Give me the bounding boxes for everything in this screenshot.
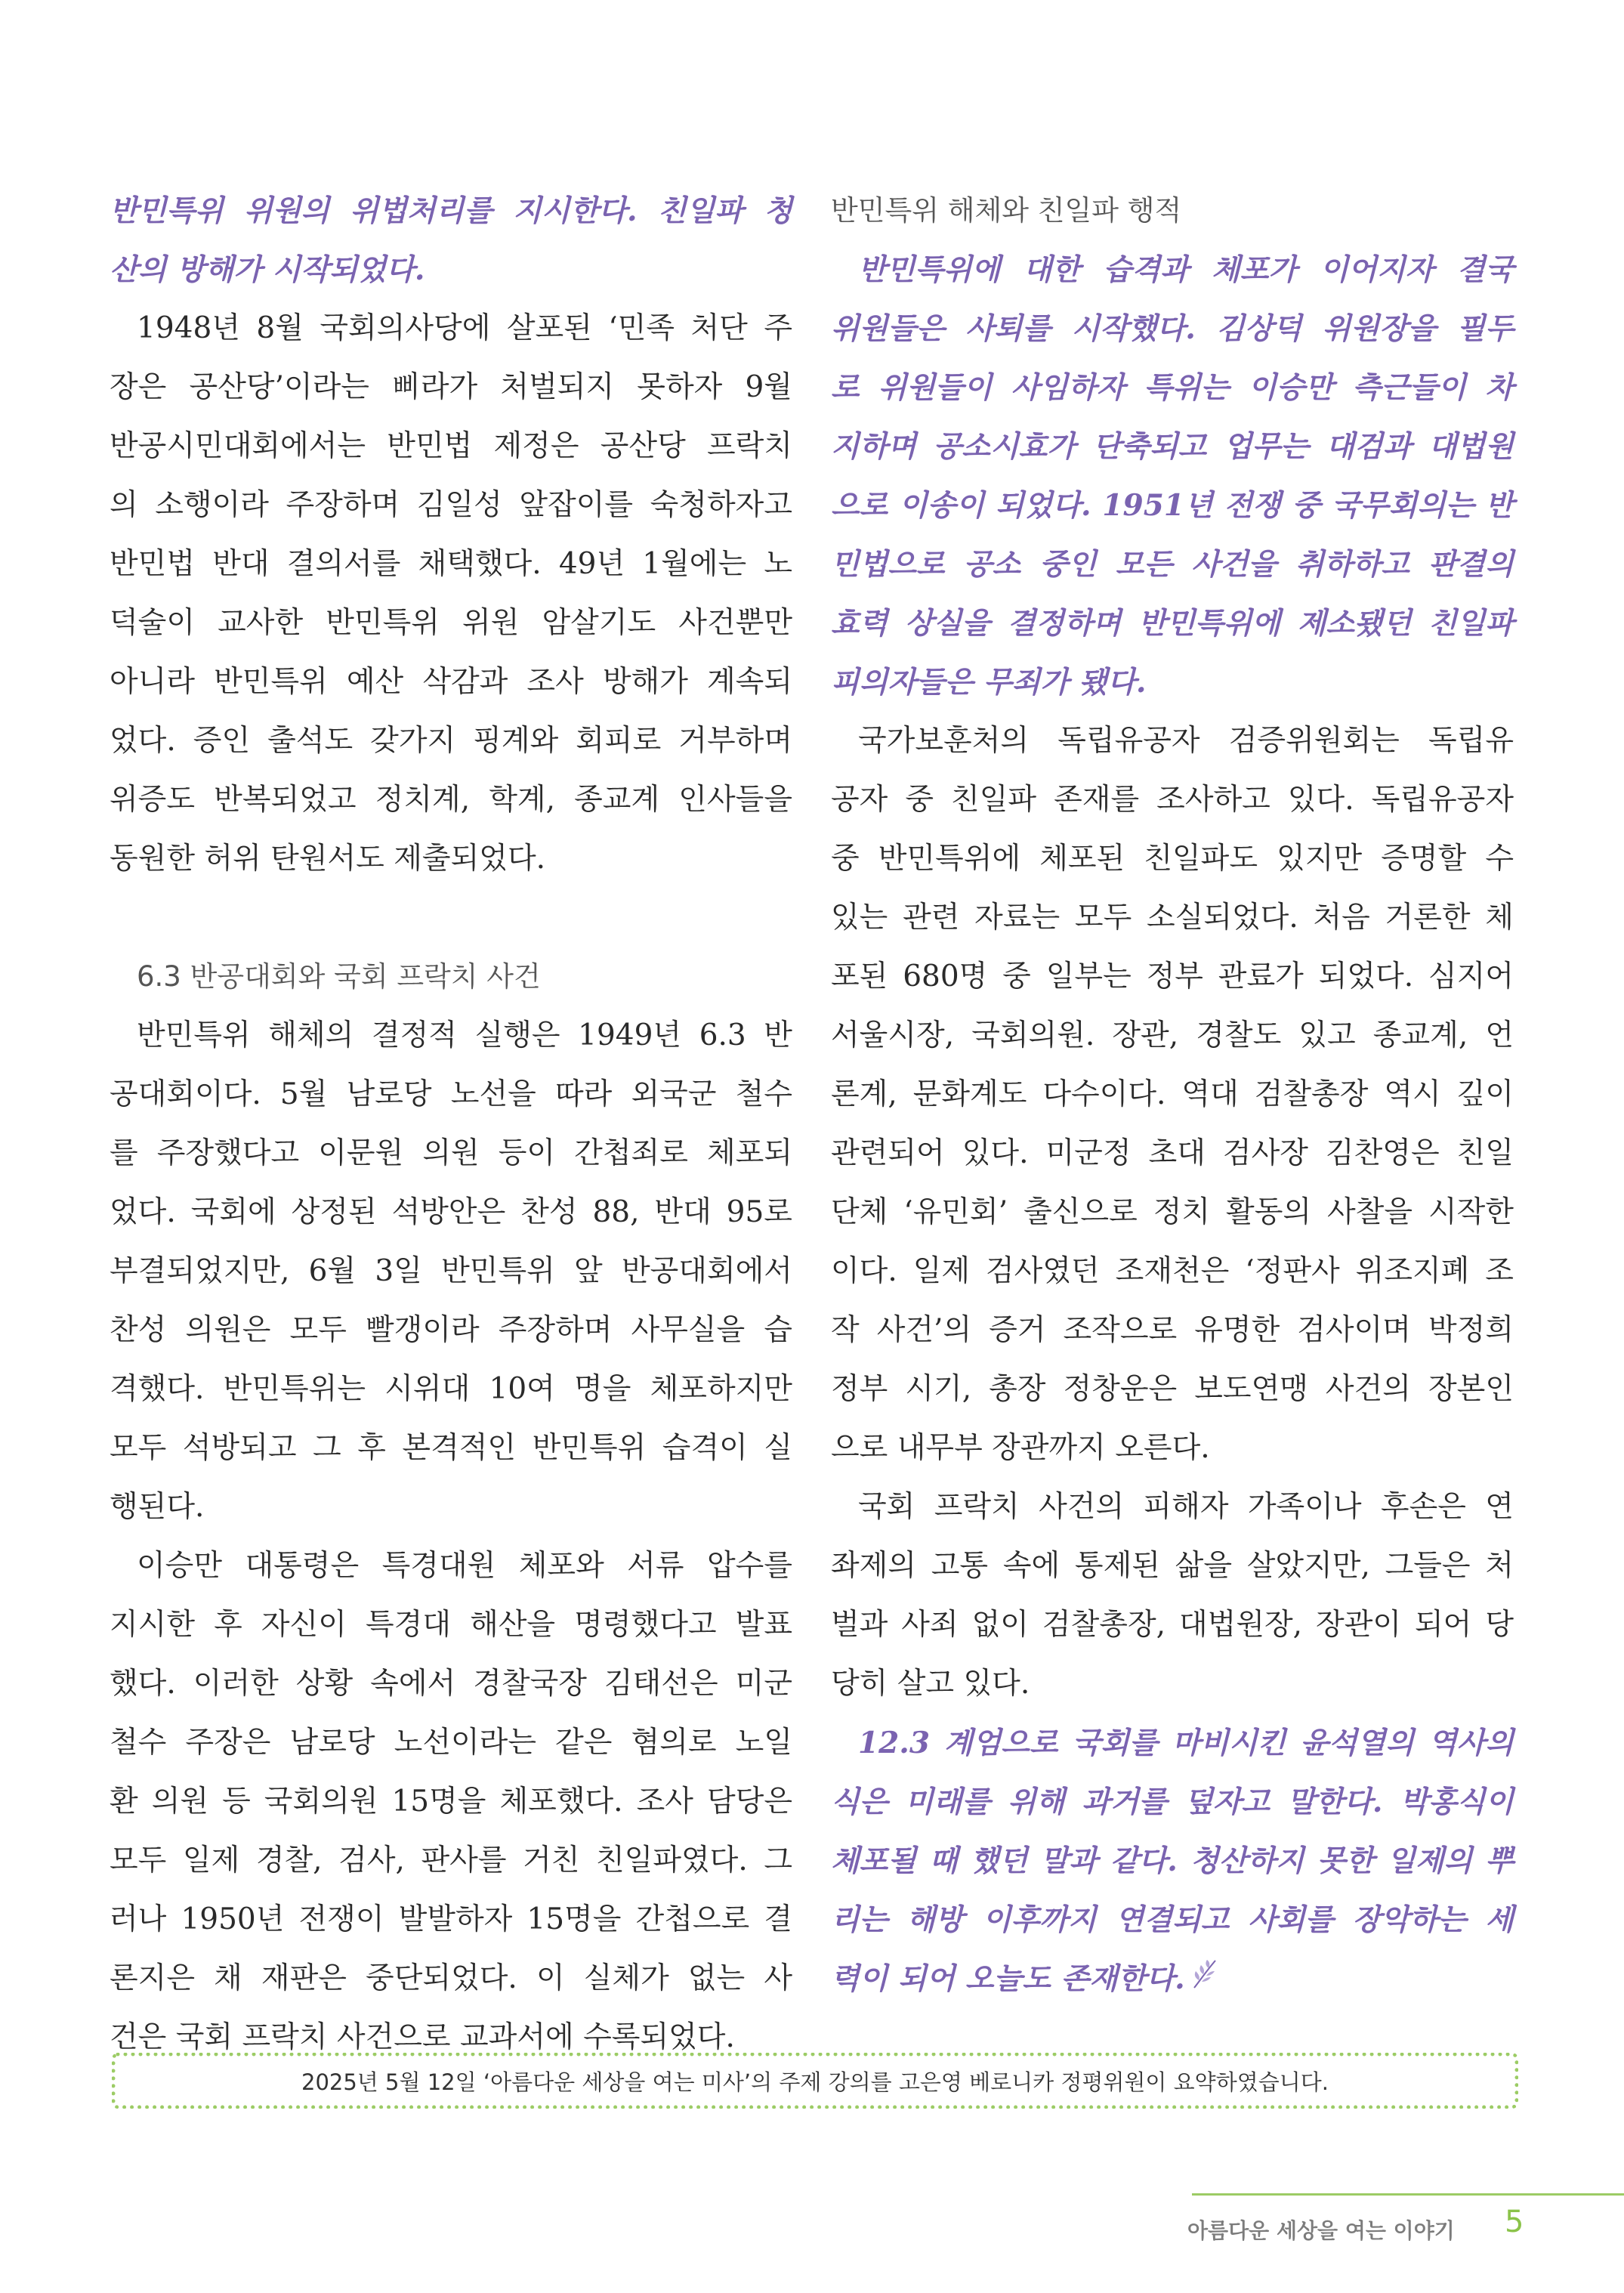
footer-divider xyxy=(1192,2193,1624,2196)
right-para1-line: 론계, 문화계도 다수이다. 역대 검찰총장 역시 깊이 xyxy=(831,1077,1514,1111)
left-para1-line: 동원한 허위 탄원서도 제출되었다. xyxy=(110,842,546,876)
right-purple2-line: 체포될 때 했던 말과 같다. 청산하지 못한 일제의 뿌 xyxy=(831,1843,1514,1878)
right-para1-line: 단체 ‘유민회’ 출신으로 정치 활동의 사찰을 시작한 xyxy=(831,1195,1514,1229)
left-para2-line: 공대회이다. 5월 남로당 노선을 따라 외국군 철수 xyxy=(110,1077,792,1111)
left-para1-line: 아니라 반민특위 예산 삭감과 조사 방해가 계속되 xyxy=(110,665,792,699)
right-purple1-line: 민법으로 공소 중인 모든 사건을 취하하고 판결의 xyxy=(831,547,1514,582)
left-para3-line: 건은 국회 프락치 사건으로 교과서에 수록되었다. xyxy=(110,2020,735,2054)
left-para1-line: 덕술이 교사한 반민특위 위원 암살기도 사건뿐만 xyxy=(110,606,792,640)
left-para3-line: 했다. 이러한 상황 속에서 경찰국장 김태선은 미군 xyxy=(110,1667,792,1701)
left-column xyxy=(110,181,792,2067)
right-purple2-line: 리는 해방 이후까지 연결되고 사회를 장악하는 세 xyxy=(831,1902,1514,1937)
summary-note: 2025년 5월 12일 ‘아름다운 세상을 여는 미사’의 주제 강의를 고은영 베로니카 정평위원이 요약하였습니다. xyxy=(301,2069,1329,2095)
left-para3-line: 환 의원 등 국회의원 15명을 체포했다. 조사 담당은 xyxy=(110,1785,792,1819)
right-para2-line: 국회 프락치 사건의 피해자 가족이나 후손은 연 xyxy=(858,1490,1514,1524)
left-para1-line: 의 소행이라 주장하며 김일성 앞잡이를 숙청하자고 xyxy=(110,488,792,522)
left-para1-line: 반공시민대회에서는 반민법 제정은 공산당 프락치 xyxy=(110,429,792,463)
left-para2-line: 모두 석방되고 그 후 본격적인 반민특위 습격이 실 xyxy=(110,1431,792,1465)
right-purple1-line: 로 위원들이 사임하자 특위는 이승만 측근들이 차 xyxy=(831,370,1514,405)
left-para1-line: 반민법 반대 결의서를 채택했다. 49년 1월에는 노 xyxy=(110,547,792,581)
section-heading-63: 6.3 반공대회와 국회 프락치 사건 xyxy=(137,960,541,993)
page-number: 5 xyxy=(1505,2205,1524,2239)
right-purple1-line: 효력 상실을 결정하며 반민특위에 제소됐던 친일파 xyxy=(831,606,1514,641)
right-para1-line: 서울시장, 국회의원. 장관, 경찰도 있고 종교계, 언 xyxy=(831,1018,1514,1052)
left-para2-line: 었다. 국회에 상정된 석방안은 찬성 88, 반대 95로 xyxy=(110,1195,792,1229)
footer-magazine-title: 아름다운 세상을 여는 이야기 xyxy=(1187,2218,1455,2243)
left-para1-line: 위증도 반복되었고 정치계, 학계, 종교계 인사들을 xyxy=(110,783,792,817)
left-para3-line: 론지은 채 재판은 중단되었다. 이 실체가 없는 사 xyxy=(110,1961,792,1995)
left-para3-line: 이승만 대통령은 특경대원 체포와 서류 압수를 xyxy=(137,1549,792,1583)
summary-note-box xyxy=(112,2053,1518,2109)
right-para1-line: 으로 내무부 장관까지 오른다. xyxy=(831,1431,1210,1465)
left-para2-line: 격했다. 반민특위는 시위대 10여 명을 체포하지만 xyxy=(110,1372,792,1406)
right-column xyxy=(831,181,1514,2008)
right-purple1-line: 위원들은 사퇴를 시작했다. 김상덕 위원장을 필두 xyxy=(831,311,1514,346)
right-purple2-line: 12.3 계엄으로 국회를 마비시킨 윤석열의 역사의 xyxy=(858,1726,1514,1760)
leaf-end-icon xyxy=(1190,1952,1220,2010)
left-para2-line: 를 주장했다고 이문원 의원 등이 간첩죄로 체포되 xyxy=(110,1136,792,1170)
right-purple1-line: 피의자들은 무죄가 됐다. xyxy=(831,665,1147,700)
section-heading-dissolution: 반민특위 해체와 친일파 행적 xyxy=(831,194,1182,227)
right-para1-line: 작 사건’의 증거 조작으로 유명한 검사이며 박정희 xyxy=(831,1313,1514,1347)
right-para1-line: 국가보훈처의 독립유공자 검증위원회는 독립유 xyxy=(858,724,1514,758)
right-para2-line: 당히 살고 있다. xyxy=(831,1667,1030,1701)
left-para1-line: 1948년 8월 국회의사당에 살포된 ‘민족 처단 주 xyxy=(137,311,792,345)
right-para1-line: 이다. 일제 검사였던 조재천은 ‘정판사 위조지폐 조 xyxy=(831,1254,1514,1288)
left-para3-line: 모두 일제 경찰, 검사, 판사를 거친 친일파였다. 그 xyxy=(110,1843,792,1877)
right-purple2-end-line xyxy=(831,1949,1514,2008)
right-para2-line: 벌과 사죄 없이 검찰총장, 대법원장, 장관이 되어 당 xyxy=(831,1608,1514,1642)
right-para1-line: 정부 시기, 총장 정창운은 보도연맹 사건의 장본인 xyxy=(831,1372,1514,1406)
left-intro-line: 반민특위 위원의 위법처리를 지시한다. 친일파 청 xyxy=(110,193,792,228)
left-para2-line: 반민특위 해체의 결정적 실행은 1949년 6.3 반 xyxy=(137,1018,792,1052)
right-purple1-line: 지하며 공소시효가 단축되고 업무는 대검과 대법원 xyxy=(831,429,1514,464)
left-para2-line: 행된다. xyxy=(110,1490,205,1524)
left-para1-line: 었다. 증인 출석도 갖가지 핑계와 회피로 거부하며 xyxy=(110,724,792,758)
right-purple2-line: 식은 미래를 위해 과거를 덮자고 말한다. 박홍식이 xyxy=(831,1785,1514,1819)
right-para1-line: 있는 관련 자료는 모두 소실되었다. 처음 거론한 체 xyxy=(831,901,1514,935)
right-para1-line: 관련되어 있다. 미군정 초대 검사장 김찬영은 친일 xyxy=(831,1136,1514,1170)
right-purple2-line: 력이 되어 오늘도 존재한다. xyxy=(831,1961,1185,1996)
section-gap xyxy=(110,888,792,947)
left-para2-line: 부결되었지만, 6월 3일 반민특위 앞 반공대회에서 xyxy=(110,1254,792,1288)
left-intro-line: 산의 방해가 시작되었다. xyxy=(110,252,425,287)
left-para2-line: 찬성 의원은 모두 빨갱이라 주장하며 사무실을 습 xyxy=(110,1313,792,1347)
right-purple1-line: 으로 이송이 되었다. 1951년 전쟁 중 국무회의는 반 xyxy=(831,488,1514,523)
left-para3-line: 러나 1950년 전쟁이 발발하자 15명을 간첩으로 결 xyxy=(110,1902,792,1936)
left-para3-line: 철수 주장은 남로당 노선이라는 같은 혐의로 노일 xyxy=(110,1726,792,1760)
left-para3-line: 지시한 후 자신이 특경대 해산을 명령했다고 발표 xyxy=(110,1608,792,1642)
right-purple1-line: 반민특위에 대한 습격과 체포가 이어지자 결국 xyxy=(858,252,1514,287)
right-para2-line: 좌제의 고통 속에 통제된 삶을 살았지만, 그들은 처 xyxy=(831,1549,1514,1583)
right-para1-line: 중 반민특위에 체포된 친일파도 있지만 증명할 수 xyxy=(831,842,1514,876)
right-para1-line: 포된 680명 중 일부는 정부 관료가 되었다. 심지어 xyxy=(831,960,1514,994)
left-para1-line: 장은 공산당’이라는 삐라가 처벌되지 못하자 9월 xyxy=(110,370,792,404)
right-para1-line: 공자 중 친일파 존재를 조사하고 있다. 독립유공자 xyxy=(831,783,1514,817)
